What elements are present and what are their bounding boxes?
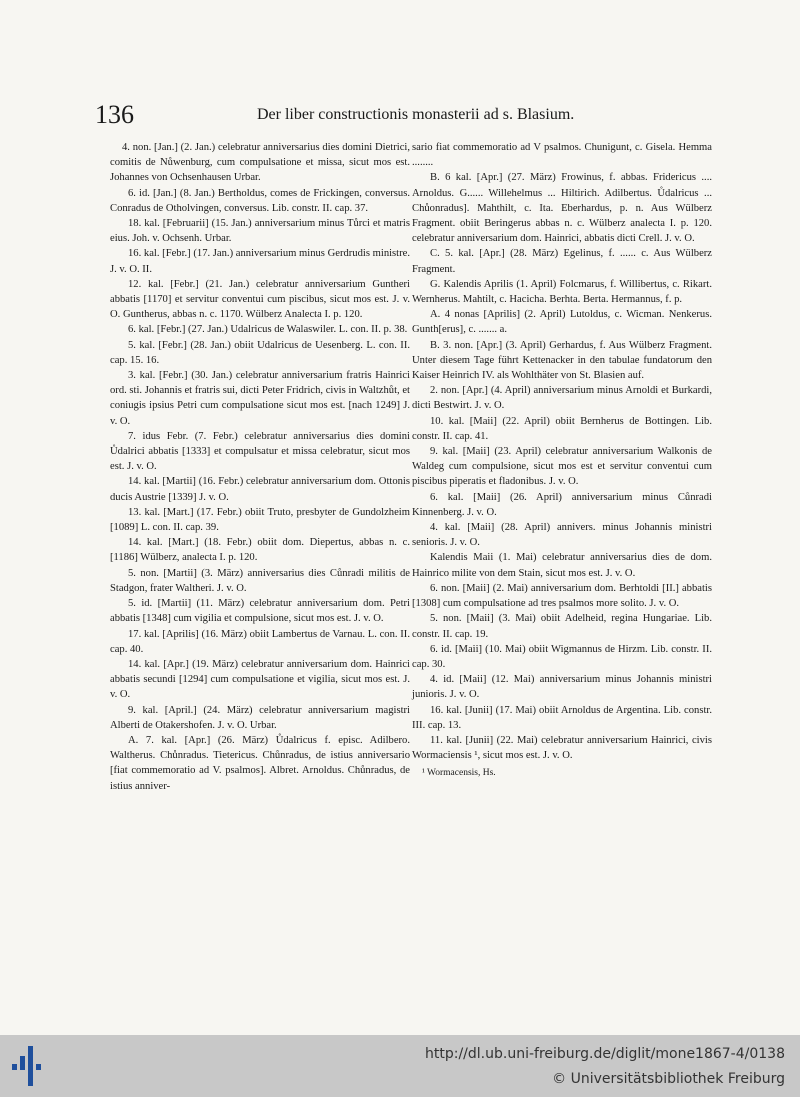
calendar-entry: 11. kal. [Junii] (22. Mai) celebratur anniversarium Hainrici, civis Wormaciensis ¹, sicut mos est. J. v. O. <box>412 734 712 762</box>
calendar-entry: sario fiat commemoratio ad V psalmos. Chunigunt, c. Gisela. Hemma ........ <box>412 142 712 169</box>
calendar-entry: A. 4 nonas [Aprilis] (2. April) Lutoldus, c. Wicman. Nenkerus. Gunth[erus], c. ....... a. <box>412 309 712 336</box>
calendar-entry: Kalendis Maii (1. Mai) celebratur anniversarius dies de dom. Hainrico milite von dem Stain, sicut mos est. J. v. O. <box>412 552 712 579</box>
calendar-entry: 4. kal. [Maii] (28. April) annivers. minus Johannis ministri senioris. J. v. O. <box>412 522 712 549</box>
calendar-entry: G. Kalendis Aprilis (1. April) Folcmarus, f. Willibertus, c. Rikart. Wernherus. Mahtilt, c. Hacicha. Berhta. Berta. Hermannus, f. p. <box>412 278 712 306</box>
calendar-entry: 9. kal. [April.] (24. März) celebratur anniversarium magistri Alberti de Otakershofen. J. v. O. Urbar. <box>110 704 410 731</box>
copyright-notice: © Universitätsbibliothek Freiburg <box>552 1071 785 1087</box>
running-head: Der liber constructionis monasterii ad s. Blasium. <box>257 106 575 123</box>
footnote: ¹ Wormacensis, Hs. <box>422 768 496 779</box>
calendar-entry: 7. idus Febr. (7. Febr.) celebratur anniversarius dies domini Ůdalrici abbatis [1333] et compulsatur et missa celebratur, sicut mos est. J. v. O. <box>110 430 410 473</box>
page-number: 136 <box>95 100 134 129</box>
viewer-footer <box>0 1035 800 1097</box>
calendar-entry: B. 6 kal. [Apr.] (27. März) Frowinus, f. abbas. Fridericus .... Arnoldus. G...... Willehelmus ... Hiltirich. Adilbertus. Ůdalricus ... Chůonradus]. Mahthilt, c. Ita. Eberhardus, p. n. Aus Wülberz Fragment. obiit Beringerus abbas n. c. Wülberz analecta I. p. 120. celebratur anniversarium dom. Hainrici, abbatis dicti Crell. J. v. O. <box>412 172 712 245</box>
calendar-entry: 6. non. [Maii] (2. Mai) anniversarium dom. Berhtoldi [II.] abbatis [1308] cum compulsatione ad tres psalmos more solito. J. v. O. <box>412 582 712 610</box>
calendar-entry: 14. kal. [Apr.] (19. März) celebratur anniversarium dom. Hainrici abbatis secundi [1294] cum compulsatione et vigilia, sicut mos est. J. v. O. <box>110 658 410 701</box>
calendar-entry: 6. id. [Maii] (10. Mai) obiit Wigmannus de Hirzm. Lib. constr. II. cap. 30. <box>412 643 712 670</box>
calendar-entry: 9. kal. [Maii] (23. April) celebratur anniversarium Walkonis de Waldeg cum compulsione, sicut mos est et servitur conventui cum piscibus piperatis et fladonibus. J. v. O. <box>412 446 712 488</box>
calendar-entry: B. 3. non. [Apr.] (3. April) Gerhardus, f. Aus Wülberz Fragment. Unter diesem Tage führt Kettenacker in den tabulae fundatorum den Kaiser Heinrich IV. als Wohlthäter von St. Blasien auf. <box>412 339 712 382</box>
calendar-entry: 5. non. [Maii] (3. Mai) obiit Adelheid, regina Hungariae. Lib. constr. II. cap. 19. <box>412 613 712 640</box>
calendar-entry: 12. kal. [Febr.] (21. Jan.) celebratur anniversarium Guntheri abbatis [1170] et servitur conventui cum piscibus, sicut mos est. J. v. O. Guntherus, abbas n. c. 1170. Wülberz Analecta I. p. 120. <box>110 278 410 321</box>
right-column <box>412 140 712 791</box>
library-logo-icon <box>12 1046 42 1086</box>
calendar-entry: 6. id. [Jan.] (8. Jan.) Bertholdus, comes de Frickingen, conversus. Conradus de Otholvingen, conversus. Lib. constr. II. cap. 37. <box>110 187 410 214</box>
calendar-entry: 14. kal. [Mart.] (18. Febr.) obiit dom. Diepertus, abbas n. c. [1186] Wülberz, analecta I. p. 120. <box>110 537 410 564</box>
calendar-entry: 10. kal. [Maii] (22. April) obiit Bernherus de Bottingen. Lib. constr. II. cap. 41. <box>412 415 712 442</box>
page-header <box>95 100 715 140</box>
permalink-link[interactable]: http://dl.ub.uni-freiburg.de/diglit/mone1867-4/0138 <box>425 1046 785 1062</box>
left-column <box>110 140 410 794</box>
calendar-entry: 6. kal. [Maii] (26. April) anniversarium minus Cůnradi Kinnenberg. J. v. O. <box>412 491 712 518</box>
calendar-entry: 5. non. [Martii] (3. März) anniversarius dies Cůnradi militis de Stadgon, frater Waltheri. J. v. O. <box>110 567 410 594</box>
calendar-entry: C. 5. kal. [Apr.] (28. März) Egelinus, f. ...... c. Aus Wülberz Fragment. <box>412 248 712 275</box>
calendar-entry: 4. id. [Maii] (12. Mai) anniversarium minus Johannis ministri junioris. J. v. O. <box>412 674 712 701</box>
calendar-entry: 13. kal. [Mart.] (17. Febr.) obiit Truto, presbyter de Gundolzheim [1089] L. con. II. cap. 39. <box>110 506 410 534</box>
calendar-entry: 2. non. [Apr.] (4. April) anniversarium minus Arnoldi et Burkardi, dicti Bestwirt. J. v. O. <box>412 385 712 412</box>
calendar-entry: 14. kal. [Martii] (16. Febr.) celebratur anniversarium dom. Ottonis ducis Austrie [1339] J. v. O. <box>110 476 410 503</box>
calendar-entry: 17. kal. [Aprilis] (16. März) obiit Lambertus de Varnau. L. con. II. cap. 40. <box>110 628 410 655</box>
calendar-entry: 6. kal. [Febr.] (27. Jan.) Udalricus de Walaswiler. L. con. II. p. 38. <box>128 324 408 336</box>
calendar-entry: 3. kal. [Febr.] (30. Jan.) celebratur anniversarium fratris Hainrici ord. sti. Johannis et fratris sui, dicti Peter Fridrich, civis in Waltzhůt, et coniugis ipsius Petri cum compulsatione sicut mos est. [nach 1249] J. v. O. <box>110 370 410 427</box>
calendar-entry: A. 7. kal. [Apr.] (26. März) Ůdalricus f. episc. Adilbero. Waltherus. Chůnradus. Tietericus. Chůnradus, de istius anniversario [fiat commemoratio ad V. psalmos]. Albret. Arnoldus. Chůnradus, de istius anniver- <box>110 734 410 792</box>
calendar-entry: 4. non. [Jan.] (2. Jan.) celebratur anniversarius dies domini Dietrici, comitis de Nůwenburg, cum compulsatione et missa, sicut mos est. Johannes von Ochsenhausen Urbar. <box>110 142 410 184</box>
calendar-entry: 5. id. [Martii] (11. März) celebratur anniversarium dom. Petri abbatis [1348] cum vigilia et compulsione, sicut mos est. J. v. O. <box>110 598 410 625</box>
calendar-entry: 5. kal. [Febr.] (28. Jan.) obiit Udalricus de Uesenberg. L. con. II. cap. 15. 16. <box>110 339 410 366</box>
calendar-entry: 16. kal. [Junii] (17. Mai) obiit Arnoldus de Argentina. Lib. constr. III. cap. 13. <box>412 704 712 731</box>
calendar-entry: 18. kal. [Februarii] (15. Jan.) anniversarium minus Tůrci et matris eius. Joh. v. Ochsenh. Urbar. <box>110 218 410 245</box>
calendar-entry: 16. kal. [Febr.] (17. Jan.) anniversarium minus Gerdrudis ministre. J. v. O. II. <box>110 248 410 275</box>
